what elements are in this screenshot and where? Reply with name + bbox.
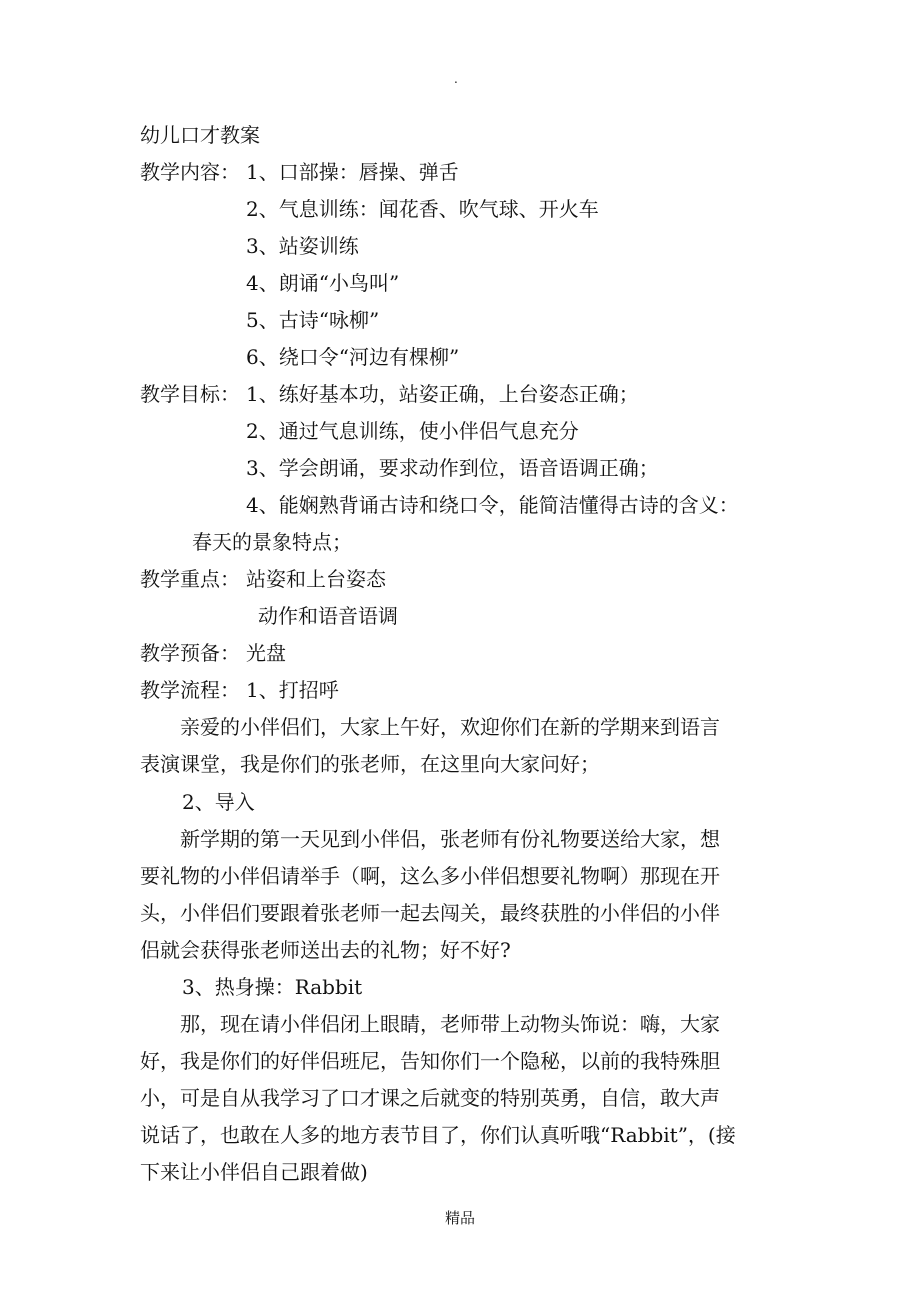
goal-item: 1、练好基本功，站姿正确，上台姿态正确；: [246, 382, 639, 406]
content-item: 3、站姿训练: [246, 234, 359, 258]
content-item: 6、绕口令“河边有棵柳”: [246, 345, 460, 369]
content-item: 4、朗诵“小鸟叫”: [246, 271, 400, 295]
page-footer: 精品: [444, 1209, 475, 1227]
paragraph-line: 表演课堂，我是你们的张老师，在这里向大家问好；: [140, 752, 600, 776]
prep-label: 教学预备：: [140, 641, 240, 665]
header-mark: .: [454, 72, 458, 86]
paragraph-line: 好，我是你们的好伴侣班尼，告知你们一个隐秘，以前的我特殊胆: [140, 1049, 720, 1073]
goal-item: 4、能娴熟背诵古诗和绕口令，能简洁懂得古诗的含义：: [246, 493, 739, 517]
goals-label: 教学目标：: [140, 382, 240, 406]
content-item: 2、气息训练：闻花香、吹气球、开火车: [246, 197, 599, 221]
paragraph-line: 那，现在请小伴侣闭上眼睛，老师带上动物头饰说：嗨，大家: [180, 1012, 720, 1036]
content-label: 教学内容：: [140, 160, 240, 184]
prep-value: 光盘: [246, 641, 286, 665]
paragraph-line: 亲爱的小伴侣们，大家上午好，欢迎你们在新的学期来到语言: [180, 715, 720, 739]
step1-title: 1、打招呼: [246, 678, 339, 702]
focus-item: 站姿和上台姿态: [246, 567, 386, 591]
goal-item: 3、学会朗诵，要求动作到位，语音语调正确；: [246, 456, 659, 480]
paragraph-line: 下来让小伴侣自己跟着做): [140, 1160, 368, 1184]
paragraph-line: 头，小伴侣们要跟着张老师一起去闯关，最终获胜的小伴侣的小伴: [140, 901, 720, 925]
paragraph-line: 新学期的第一天见到小伴侣，张老师有份礼物要送给大家，想: [180, 827, 720, 851]
paragraph-line: 侣就会获得张老师送出去的礼物；好不好?: [140, 938, 511, 962]
paragraph-line: 小，可是自从我学习了口才课之后就变的特别英勇，自信，敢大声: [140, 1086, 720, 1110]
content-item: 1、口部操：唇操、弹舌: [246, 160, 459, 184]
process-label: 教学流程：: [140, 678, 240, 702]
goal-continuation: 春天的景象特点；: [192, 530, 352, 554]
paragraph-line: 要礼物的小伴侣请举手（啊，这么多小伴侣想要礼物啊）那现在开: [140, 864, 720, 888]
step2-title: 2、导入: [182, 790, 255, 814]
content-item: 5、古诗“咏柳”: [246, 308, 380, 332]
document-title: 幼儿口才教案: [140, 123, 260, 147]
step3-title: 3、热身操：Rabbit: [182, 975, 363, 999]
focus-item: 动作和语音语调: [258, 604, 398, 628]
paragraph-line: 说话了，也敢在人多的地方表节目了，你们认真听哦“Rabbit”，(接: [140, 1123, 736, 1147]
goal-item: 2、通过气息训练，使小伴侣气息充分: [246, 419, 579, 443]
focus-label: 教学重点：: [140, 567, 240, 591]
